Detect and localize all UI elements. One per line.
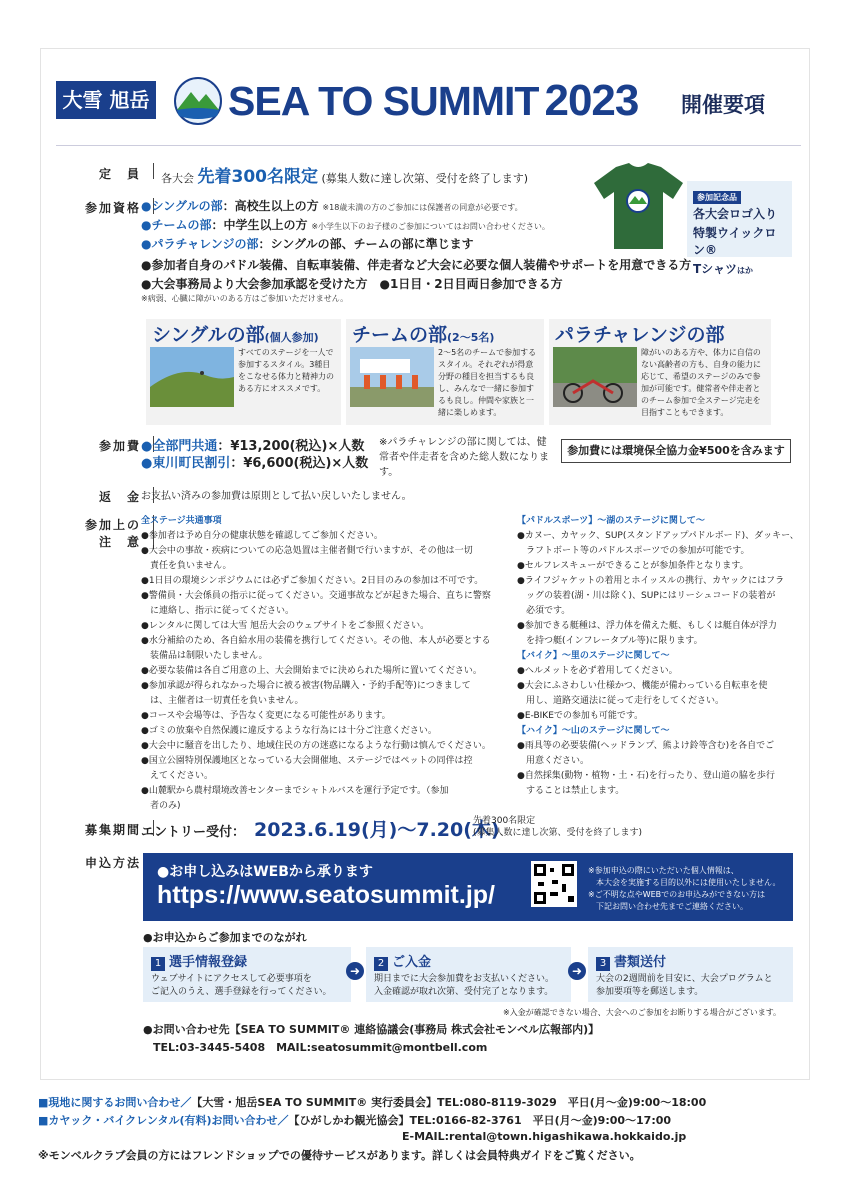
qr-code-icon[interactable] [531, 861, 577, 907]
handbike-photo [553, 347, 637, 407]
step-1: 1 選手情報登録 ウェブサイトにアクセスして必要事項を ご記入のうえ、選手登録を行ってください。 [143, 947, 351, 1002]
refund-label: 返 金 [98, 490, 141, 504]
mountain-logo-icon [173, 76, 223, 126]
fee-line1: ●全部門共通：¥13,200(税込)×人数 [141, 439, 365, 454]
category-single: シングルの部(個人参加) すべてのステージを一人で参加するスタイル。3種目をこなせる体力と精神力のある方にオススメです。 [146, 319, 341, 425]
web-apply-banner: ●お申し込みはWEBから承ります https://www.seatosummit.jp/ ※参加申込の際にいただいた個人情報は、 本大会を実施する目的以外には使用いたしません。 ※ご不明な点やWEBでのお申込みができない方は 下記お問い合わせ先までご連絡ください。 [143, 853, 793, 921]
gift-line3: Tシャツはか [693, 262, 753, 276]
eligibility-label: 参加資格 [84, 201, 141, 215]
category-para: パラチャレンジの部 障がいのある方や、体力に自信のない高齢者の方も、自身の能力に応じて、希望のステージのみで参加が可能です。健常者や伴走者とのチーム参加で全ステージ完走を目指すこともできます。 [549, 319, 771, 425]
gift-line1: 各大会ロゴ入り [693, 207, 778, 221]
notes-label-2: 注 意 [98, 535, 141, 549]
gift-line2: 特製ウイックロン® [693, 226, 777, 257]
period-dates: 2023.6.19(月)〜7.20(木) [254, 819, 500, 841]
header-divider [56, 145, 801, 146]
divider [153, 163, 154, 179]
fee-box: 参加費には環境保全協力金¥500を含みます [561, 439, 791, 463]
eligibility-req2: ●大会事務局より大会参加承認を受けた方 ●1日目・2日目両日参加できる方 [141, 277, 563, 291]
arrow-right-icon: ➜ [568, 962, 586, 980]
eligibility-req1: ●参加者自身のパドル装備、自転車装備、伴走者など大会に必要な個人装備やサポートを用意できる方 [141, 258, 692, 272]
apply-label: 申込方法 [84, 856, 141, 870]
period-entry: エントリー受付： [141, 825, 246, 840]
category-panels [146, 319, 811, 425]
footer-member-note: ※モンベルクラブ会員の方にはフレンドショップでの優待サービスがあります。詳しくは会員特典ガイドをご覧ください。 [38, 1149, 641, 1162]
flow-title: ●お申込からご参加までのながれ [143, 931, 307, 944]
contact-tel: TEL:03-3445-5408 MAIL:seatosummit@montbell.com [153, 1041, 488, 1054]
notes-common: 全ステージ共通事項 ●参加者は予め自分の健康状態を確認してご参加ください。 ●大会中の事故・疾病についての応急処置は主催者側で行いますが、その他は一切 責任を負いません。 ●1日目の環境シンポジウムには必ずご参加ください。2日目のみの参加は不可です。 ●警備員・大会係員の指示に従ってください。交通事故などが起きた場合、直ちに警察 に連絡し、指示に従ってください。 ●レンタルに関しては大雪 旭岳大会のウェブサイトをご参照ください。 ●水分補給のため、各自給水用の装備を携行してください。その他、本人が必要とする 装備品は制限いたしません。 ●必要な装備は各自ご用意の上、大会開始までに決められた場所に置いてください。 ●参加承認が得られなかった場合に被る被害(物品購入・予約手配等)につきまして は、主催者は一切責任を負いません。 ●コースや会場等は、予告なく変更になる可能性があります。 ●ゴミの放棄や自然保護に違反するような行為には十分ご注意ください。 ●大会中に騒音を出したり、地域住民の方の迷惑になるような行動は慎んでください。 ●国立公園特別保護地区となっている大会開催地、ステージではペットの同伴は控 えてください。 ●山麓駅から農村環境改善センターまでシャトルバスを運行予定です。（参加 者のみ) [141, 516, 491, 811]
arrow-right-icon: ➜ [346, 962, 364, 980]
page-subtitle: 開催要項 [681, 93, 765, 117]
category-team: チームの部(2〜5名) 2〜5名のチームで参加するスタイル。それぞれが得意分野の種目を担当するも良し、みんなで一緒に参加するも良し。仲間や家族と一緒に楽しめます。 [346, 319, 544, 425]
fee-note: ※パラチャレンジの部に関しては、健常者や伴走者を含めた総人数になります。 [379, 437, 549, 478]
team-photo [350, 347, 434, 407]
eligibility-team: ●チームの部：中学生以上の方 ※小学生以下のお子様のご参加についてはお問い合わせください。 [141, 218, 550, 232]
capacity-text: 各大会 先着300名限定 (募集人数に達し次第、受付を終了します) [161, 167, 529, 187]
document-page [40, 48, 810, 1080]
fee-line2: ●東川町民割引：¥6,600(税込)×人数 [141, 456, 369, 471]
refund-text: お支払い済みの参加費は原則として払い戻しいたしません。 [141, 491, 412, 502]
tshirt-icon [591, 159, 686, 254]
region-badge: 大雪 旭岳 [56, 81, 156, 119]
eligibility-single: ●シングルの部：高校生以上の方 ※18歳未満の方のご参加には保護者の同意が必要です。 [141, 199, 523, 213]
footer-email: E-MAIL:rental@town.higashikawa.hokkaido.jp [402, 1130, 687, 1143]
period-label: 募集期間 [84, 823, 141, 837]
privacy-note: ※参加申込の際にいただいた個人情報は、 本大会を実施する目的以外には使用いたしません。 ※ご不明な点やWEBでのお申込みができない方は 下記お問い合わせ先までご連絡ください。 [588, 866, 781, 911]
flow-note: ※入金が確認できない場合、大会へのご参加をお断りする場合がございます。 [503, 1008, 782, 1017]
eligibility-para: ●パラチャレンジの部：シングルの部、チームの部に準じます [141, 237, 474, 251]
gift-memo: 参加記念品 各大会ロゴ入り 特製ウイックロン® Tシャツはか [687, 181, 792, 257]
header [56, 71, 801, 131]
signup-url-link[interactable]: https://www.seatosummit.jp/ [157, 881, 495, 909]
notes-stages: 【パドルスポーツ】〜湖のステージに関して〜 ●カヌー、カヤック、SUP(スタンドアップパドルボード)、ダッキー、 ラフトボート等のパドルスポーツでの参加が可能です。 ●セルフレスキューができることが参加条件となります。 ●ライフジャケットの着用とホイッスルの携行、カヤックにはフラ ッグの装着(湖・川は除く)、SUPにはリーシュコードの装着が 必須です。 ●参加できる艇種は、浮力体を備えた艇、もしくは艇自体が浮力 を持つ艇(インフレータブル等)に限ります。 【バイク】〜里のステージに関して〜 ●ヘルメットを必ず着用してください。 ●大会にふさわしい仕様かつ、機能が備わっている自転車を使 用し、道路交通法に従って走行をしてください。 ●E-BIKEでの参加も可能です。 【ハイク】〜山のステージに関して〜 ●雨具等の必要装備(ヘッドランプ、熊よけ鈴等含む)を各自でご 用意ください。 ●自然採集(動物・植物・土・石)を行ったり、登山道の脇を歩行 することは禁止します。 [517, 516, 799, 796]
event-title: SEA TO SUMMIT 2023 [228, 76, 639, 125]
eligibility-note: ※病弱、心臓に障がいのある方はご参加いただけません。 [141, 294, 349, 303]
mountain-photo [150, 347, 234, 407]
gift-box [591, 159, 791, 276]
step-2: 2 ご入金 期日までに大会参加費をお支払いください。 入金確認が取れ次第、受付完了となります。 [366, 947, 571, 1002]
contact-info: ●お問い合わせ先【SEA TO SUMMIT® 連絡協議会(事務局 株式会社モンベル広報部内)】 [143, 1023, 600, 1036]
footer-line-1: ■現地に関するお問い合わせ／【大雪・旭岳SEA TO SUMMIT® 実行委員会】TEL:080-8119-3029 平日(月〜金)9:00〜18:00 [38, 1096, 707, 1109]
footer-line-2: ■カヤック・バイクレンタル(有料)お問い合わせ／【ひがしかわ観光協会】TEL:0166-82-3761 平日(月〜金)9:00〜17:00 [38, 1114, 672, 1127]
fee-label: 参加費 [98, 439, 141, 453]
notes-label-1: 参加上の [84, 518, 141, 532]
step-3: 3 書類送付 大会の2週間前を目安に、大会プログラムと 参加要項等を郵送します。 [588, 947, 793, 1002]
capacity-label: 定 員 [98, 167, 141, 181]
period-note: 先着300名限定 (募集人数に達し次第、受付を終了します) [473, 816, 643, 838]
